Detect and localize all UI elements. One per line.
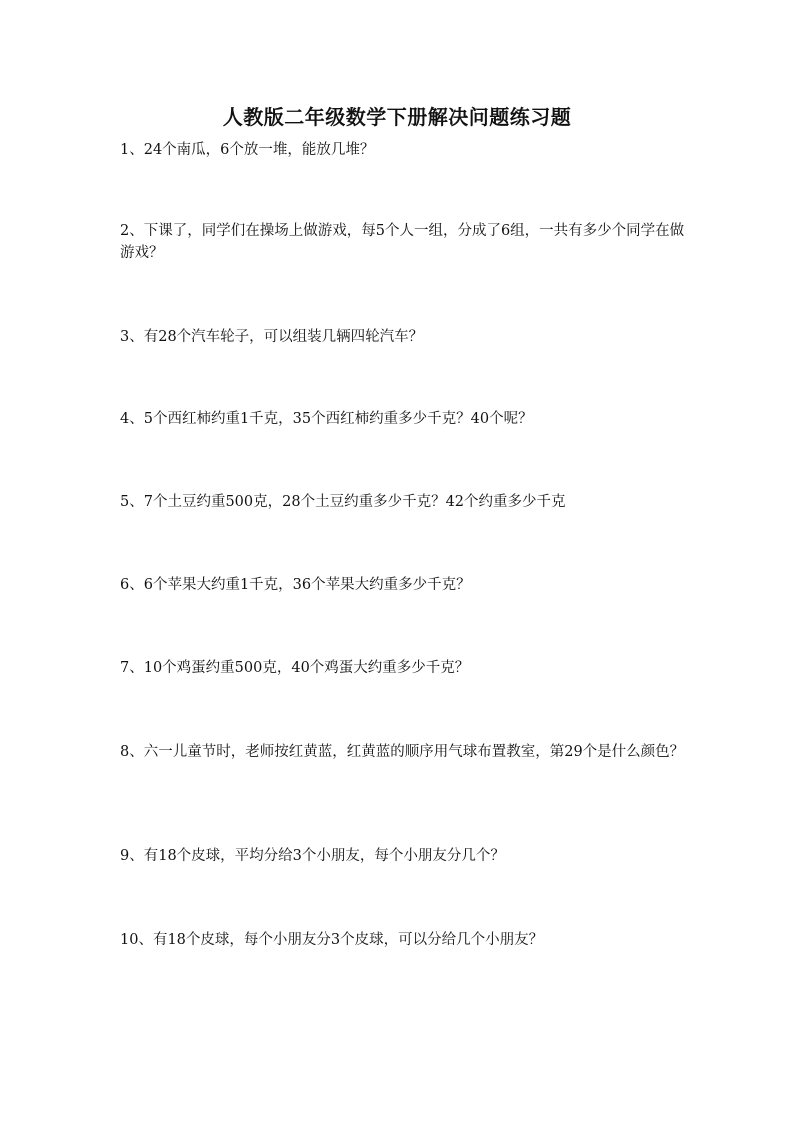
document-title: 人教版二年级数学下册解决问题练习题 — [222, 105, 572, 129]
question-9: 9、有18个皮球，平均分给3个小朋友，每个小朋友分几个？ — [120, 848, 505, 864]
question-3: 3、有28个汽车轮子，可以组装几辆四轮汽车？ — [120, 329, 424, 345]
question-6: 6、6个苹果大约重1千克，36个苹果大约重多少千克？ — [120, 577, 471, 593]
question-5: 5、7个土豆约重500克，28个土豆约重多少千克？42个约重多少千克 — [120, 494, 566, 510]
question-10: 10、有18个皮球，每个小朋友分3个皮球，可以分给几个小朋友？ — [120, 932, 544, 948]
question-4: 4、5个西红柿约重1千克，35个西红柿约重多少千克？40个呢？ — [120, 411, 533, 427]
question-8: 8、六一儿童节时，老师按红黄蓝，红黄蓝的顺序用气球布置教室，第29个是什么颜色？ — [120, 744, 685, 760]
question-1: 1、24个南瓜，6个放一堆，能放几堆？ — [120, 142, 375, 158]
question-7: 7、10个鸡蛋约重500克，40个鸡蛋大约重多少千克？ — [120, 660, 470, 676]
question-2: 2、下课了，同学们在操场上做游戏，每5个人一组，分成了6组，一共有多少个同学在做游戏？ — [120, 223, 685, 261]
